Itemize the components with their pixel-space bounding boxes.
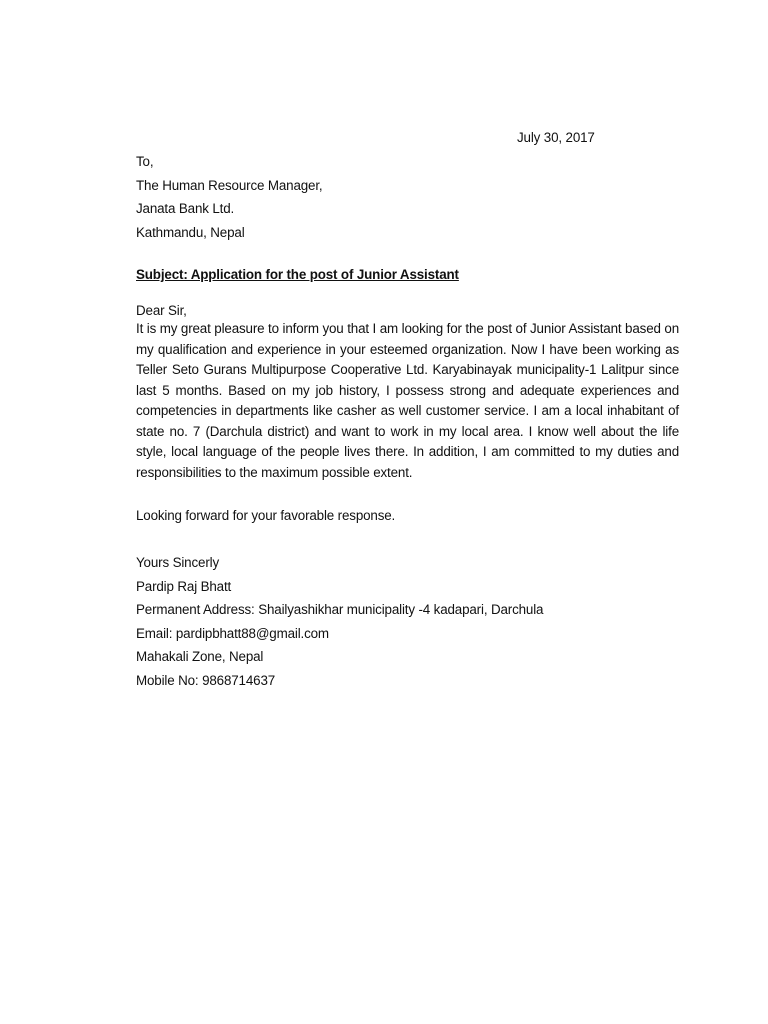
recipient-block <box>136 150 323 244</box>
recipient-organization: Janata Bank Ltd. <box>136 201 235 216</box>
letter-greeting: Dear Sir, <box>136 303 187 318</box>
recipient-title: The Human Resource Manager, <box>136 177 323 193</box>
signature-email: Email: pardipbhatt88@gmail.com <box>136 625 329 641</box>
signature-zone: Mahakali Zone, Nepal <box>136 649 264 664</box>
letter-subject: Subject: Application for the post of Junior Assistant <box>136 267 459 282</box>
signature-name: Pardip Raj Bhatt <box>136 578 232 594</box>
signature-address: Permanent Address: Shailyashikhar municipality -4 kadapari, Darchula <box>136 602 544 617</box>
recipient-to: To, <box>136 154 154 169</box>
letter-body: It is my great pleasure to inform you that I am looking for the post of Junior Assistant based on my qualification and experience in your esteemed organization. Now I have been working as Teller Seto Gurans Multipurpose Cooperative Ltd. Karyabinayak municipality-1 Lalitpur since last 5 months. Based on my job history, I possess strong and adequate experiences and competencies in departments like casher as well customer service. I am a local inhabitant of state no. 7 (Darchula district) and want to work in my local area. I know well about the life style, local language of the people lives there. In addition, I am committed to my duties and responsibilities to the maximum possible extent. <box>136 321 679 480</box>
recipient-location: Kathmandu, Nepal <box>136 224 245 240</box>
signature-mobile: Mobile No: 9868714637 <box>136 672 276 688</box>
letter-date: July 30, 2017 <box>517 130 595 145</box>
signature-valediction: Yours Sincerly <box>136 555 219 570</box>
letter-closing-line: Looking forward for your favorable response. <box>136 508 396 523</box>
signature-block <box>136 551 543 692</box>
